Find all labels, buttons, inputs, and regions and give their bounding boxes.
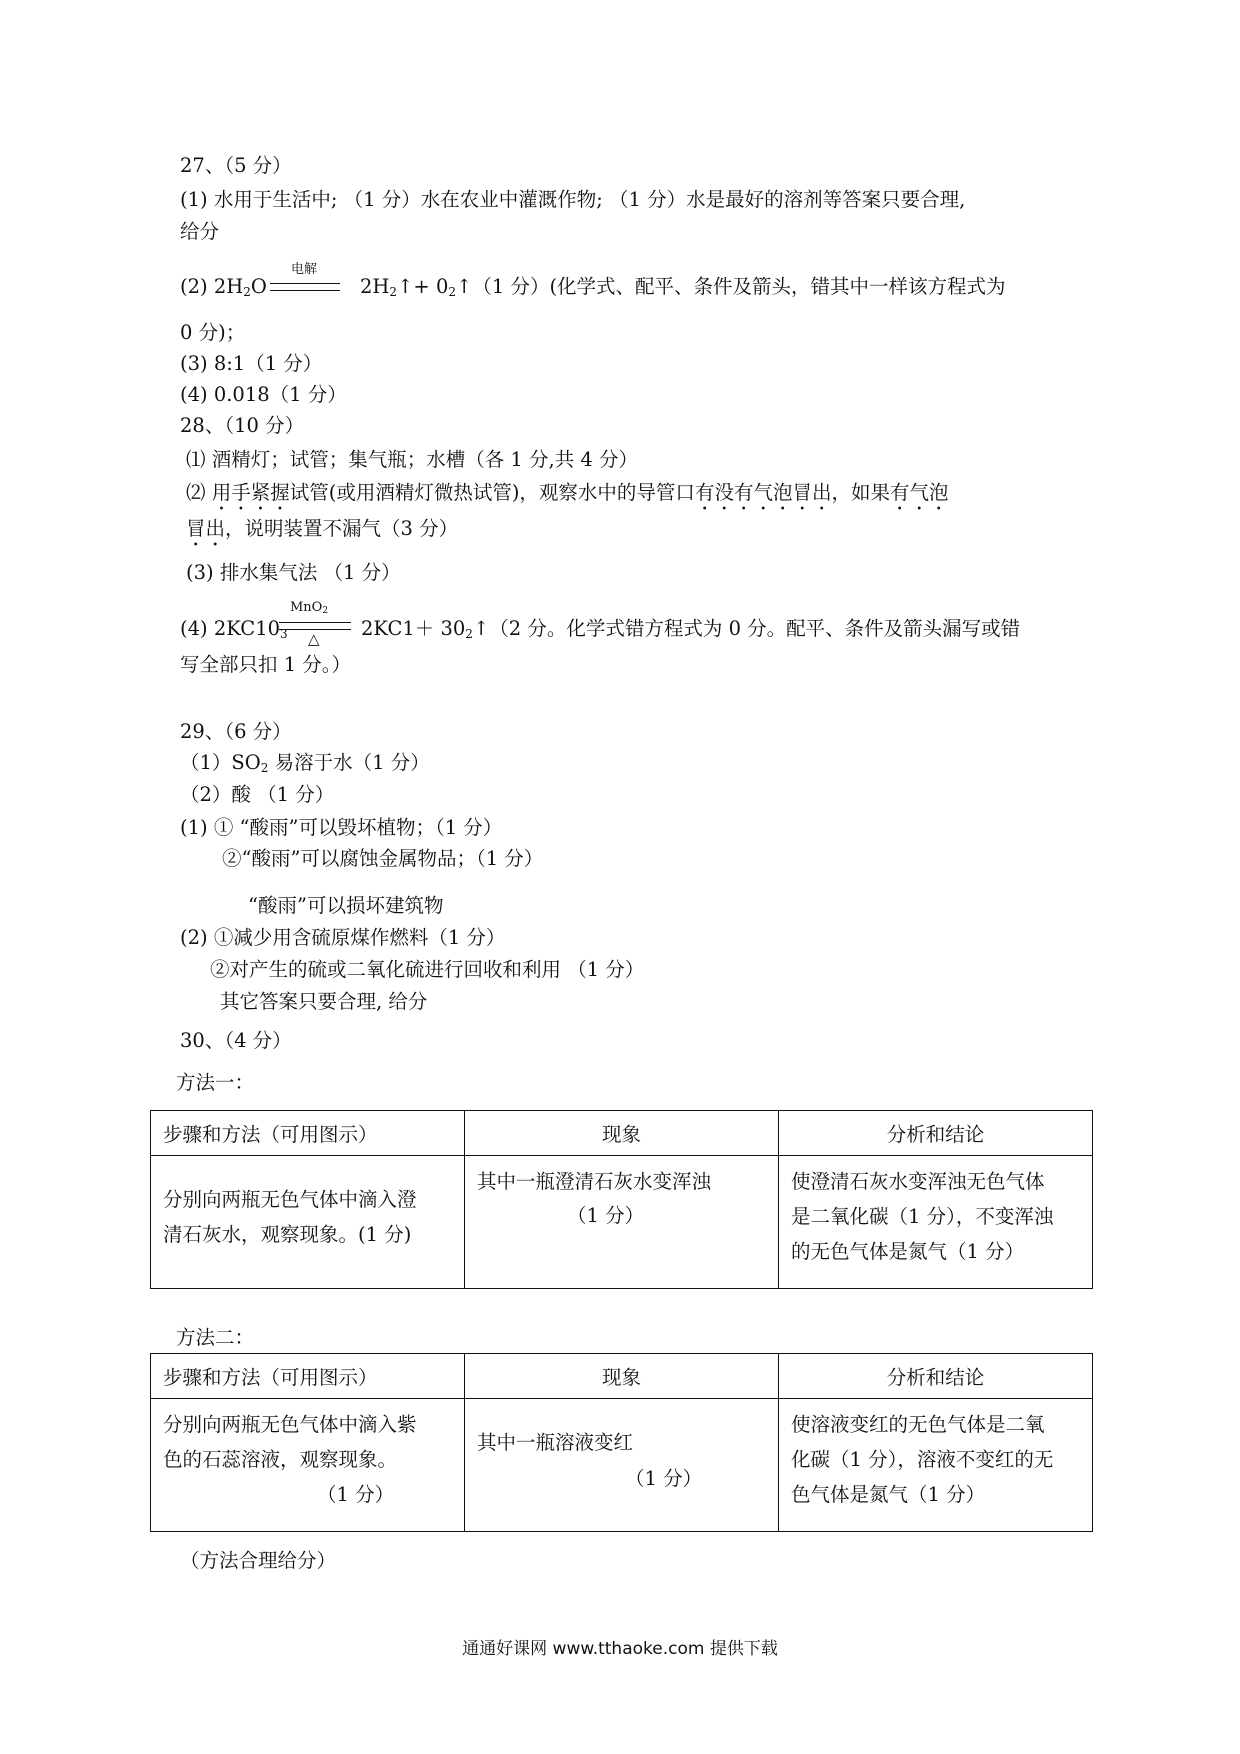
phenomenon-cell: 其中一瓶溶液变红 （1 分） [465,1399,779,1532]
equals-bar-1 [270,283,340,291]
q28-title: 28、（10 分） [180,414,305,437]
method-one-table [150,1110,1093,1289]
conclusion-cell: 使溶液变红的无色气体是二氧 化碳（1 分），溶液不变红的无 色气体是氮气（1 分） [779,1399,1093,1532]
method-one-label: 方法一： [176,1071,255,1094]
q29-line4: ②“酸雨”可以腐蚀金属物品；（1 分） [222,847,544,870]
method-two-table [150,1353,1093,1532]
mno2-catalyst-label: MnO2 [290,600,329,616]
phenomenon-cell: 其中一瓶澄清石灰水变浑浊 （1 分） [465,1156,779,1289]
table-header-row [151,1111,1093,1156]
conclusion-cell: 使澄清石灰水变浑浊无色气体 是二氧化碳（1 分），不变浑浊 的无色气体是氮气（1 分） [779,1156,1093,1289]
q27-line1: (1) 水用于生活中; （1 分）水在农业中灌溉作物; （1 分）水是最好的溶剂等答案只要合理, [180,188,966,211]
q30-title: 30、（4 分） [180,1029,292,1052]
header-conclusion: 分析和结论 [779,1111,1093,1156]
q28-line4: (3) 排水集气法 （1 分） [186,561,401,584]
q28-line1: ⑴ 酒精灯；试管；集气瓶；水槽（各 1 分,共 4 分） [186,448,639,471]
q28-line6: 写全部只扣 1 分。） [180,653,352,676]
q29-line7: ②对产生的硫或二氧化硫进行回收和利用 （1 分） [210,958,645,981]
header-phenomenon: 现象 [465,1111,779,1156]
q29-line2: （2）酸 （1 分） [180,783,335,806]
q29-line1: $(1)SO_2$ 易溶于水（1 分） [180,751,430,775]
q28-line3: 冒出，说明装置不漏气（3 分） [186,517,459,540]
q29-line8: 其它答案只要合理, 给分 [220,990,428,1013]
q29-line5: “酸雨”可以损坏建筑物 [248,894,444,917]
header-steps: 步骤和方法（可用图示） [151,1111,465,1156]
q29-line3: (1) ① “酸雨”可以毁坏植物；（1 分） [180,816,503,839]
table-row [151,1156,1093,1289]
q29-line6: (2) ①减少用含硫原煤作燃料（1 分） [180,926,506,949]
q28-line2: ⑵ 用手紧握试管(或用酒精灯微热试管)，观察水中的导管口有没有气泡冒出，如果有气泡 [186,481,949,504]
heating-triangle-icon: △ [308,630,320,648]
q28-equation: (4) $2KC10_3$ [180,617,288,641]
q28-equation-products: $2KC1+ 30_2↑(2$ 分。化学式错方程式为 0 分。配平、条件及箭头漏写或错 [361,617,1021,641]
header-conclusion: 分析和结论 [779,1354,1093,1399]
method-two-label: 方法二： [176,1326,255,1349]
electrolysis-condition: 电解 [291,262,318,277]
page-footer: 通通好课网 www.tthaoke.com 提供下载 [462,1639,778,1659]
q27-equation: (2) $2H_2O$ [180,275,267,299]
method-note: （方法合理给分） [180,1549,337,1572]
steps-cell: 分别向两瓶无色气体中滴入澄 清石灰水，观察现象。(1 分) [151,1156,465,1289]
table-row [151,1399,1093,1532]
q27-line5: (3) 8:1（1 分） [180,352,323,375]
q29-title: 29、（6 分） [180,720,292,743]
q27-line4: 0 分)； [180,321,246,344]
equals-bar-2 [279,622,351,630]
q27-title: 27、（5 分） [180,154,292,177]
q27-line6: (4) 0.018（1 分） [180,383,347,406]
table-header-row [151,1354,1093,1399]
header-phenomenon: 现象 [465,1354,779,1399]
steps-cell: 分别向两瓶无色气体中滴入紫 色的石蕊溶液，观察现象。 （1 分） [151,1399,465,1532]
header-steps: 步骤和方法（可用图示） [151,1354,465,1399]
q27-equation-products: $2H_2↑+$ $0_2↑(1$ 分）(化学式、配平、条件及箭头，错其中一样该方程式为 [360,275,1006,299]
q27-line2: 给分 [180,220,220,243]
